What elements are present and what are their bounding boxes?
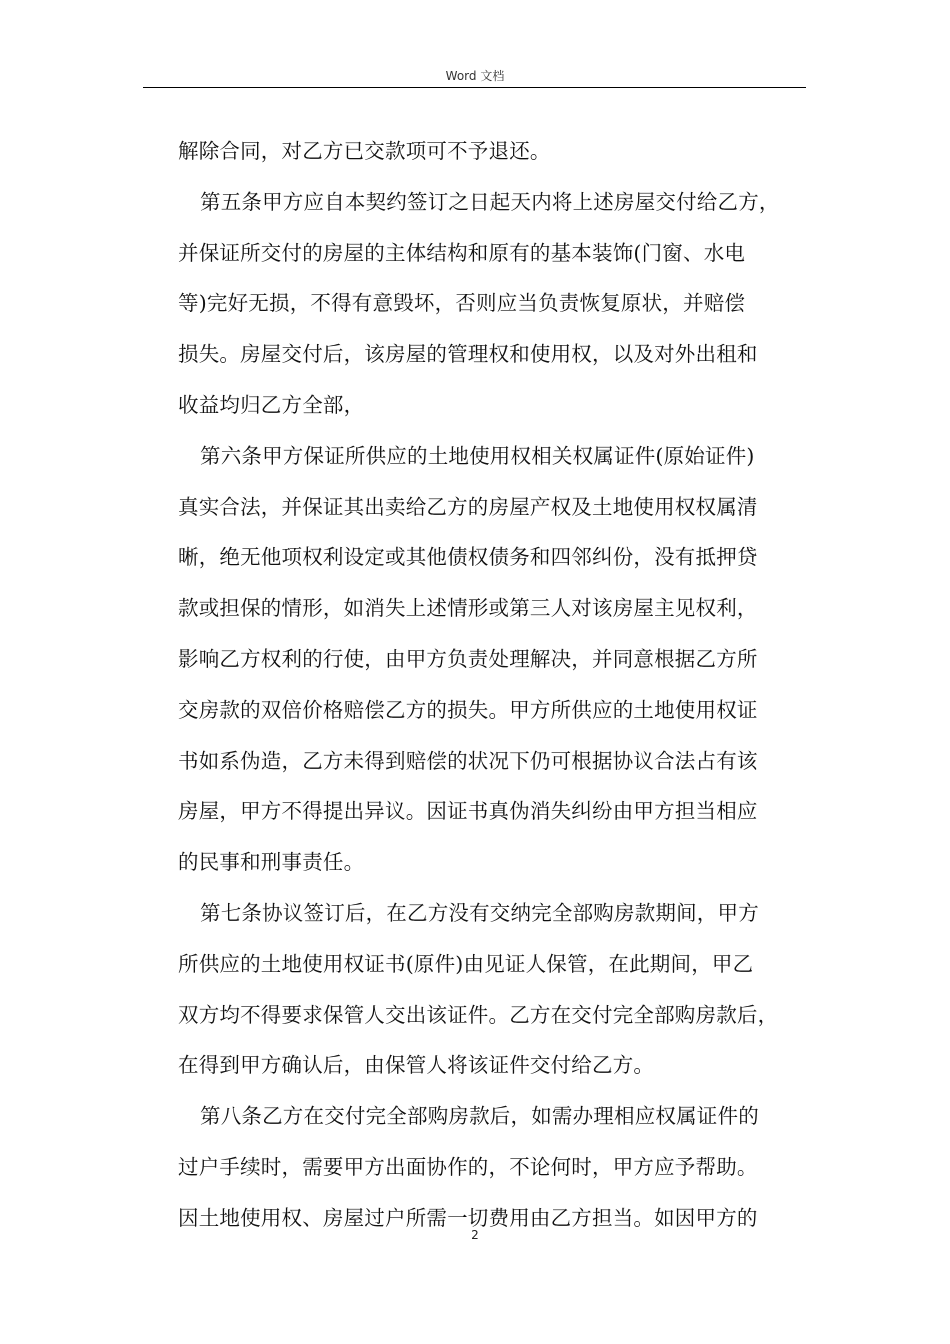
body-line: 所供应的土地使用权证书(原件)由见证人保管，在此期间，甲乙 bbox=[178, 951, 754, 976]
body-line: 第七条协议签订后，在乙方没有交纳完全部购房款期间，甲方 bbox=[200, 900, 759, 925]
header-divider bbox=[143, 87, 806, 88]
body-line: 第六条甲方保证所供应的土地使用权相关权属证件(原始证件) bbox=[200, 443, 755, 468]
body-line: 因土地使用权、房屋过户所需一切费用由乙方担当。如因甲方的 bbox=[178, 1205, 758, 1230]
body-line: 在得到甲方确认后，由保管人将该证件交付给乙方。 bbox=[178, 1053, 655, 1078]
body-line: 第五条甲方应自本契约签订之日起天内将上述房屋交付给乙方， bbox=[200, 189, 780, 214]
body-line: 晰，绝无他项权利设定或其他债权债务和四邻纠份，没有抵押贷 bbox=[178, 545, 758, 570]
body-line: 交房款的双倍价格赔偿乙方的损失。甲方所供应的土地使用权证 bbox=[178, 697, 758, 722]
body-line: 解除合同，对乙方已交款项可不予退还。 bbox=[178, 139, 551, 163]
body-line: 双方均不得要求保管人交出该证件。乙方在交付完全部购房款后， bbox=[178, 1002, 779, 1027]
body-line: 第八条乙方在交付完全部购房款后，如需办理相应权属证件的 bbox=[200, 1104, 759, 1129]
page-number: 2 bbox=[471, 1228, 479, 1242]
page-header-title: Word 文档 bbox=[445, 69, 505, 83]
body-line: 并保证所交付的房屋的主体结构和原有的基本装饰(门窗、水电 bbox=[178, 240, 746, 265]
body-line: 真实合法，并保证其出卖给乙方的房屋产权及土地使用权权属清 bbox=[178, 494, 758, 519]
body-line: 损失。房屋交付后，该房屋的管理权和使用权，以及对外出租和 bbox=[178, 342, 758, 367]
body-line: 的民事和刑事责任。 bbox=[178, 850, 365, 875]
document-body bbox=[178, 126, 808, 1244]
body-line: 收益均归乙方全部， bbox=[178, 392, 365, 417]
body-line: 等)完好无损，不得有意毁坏，否则应当负责恢复原状，并赔偿 bbox=[178, 291, 746, 316]
body-line: 房屋，甲方不得提出异议。因证书真伪消失纠纷由甲方担当相应 bbox=[178, 799, 758, 824]
body-line: 影响乙方权利的行使，由甲方负责处理解决，并同意根据乙方所 bbox=[178, 646, 758, 671]
body-line: 款或担保的情形，如消失上述情形或第三人对该房屋主见权利， bbox=[178, 596, 758, 621]
body-line: 书如系伪造，乙方未得到赔偿的状况下仍可根据协议合法占有该 bbox=[178, 748, 758, 773]
body-line: 过户手续时，需要甲方出面协作的，不论何时，甲方应予帮助。 bbox=[178, 1154, 758, 1179]
